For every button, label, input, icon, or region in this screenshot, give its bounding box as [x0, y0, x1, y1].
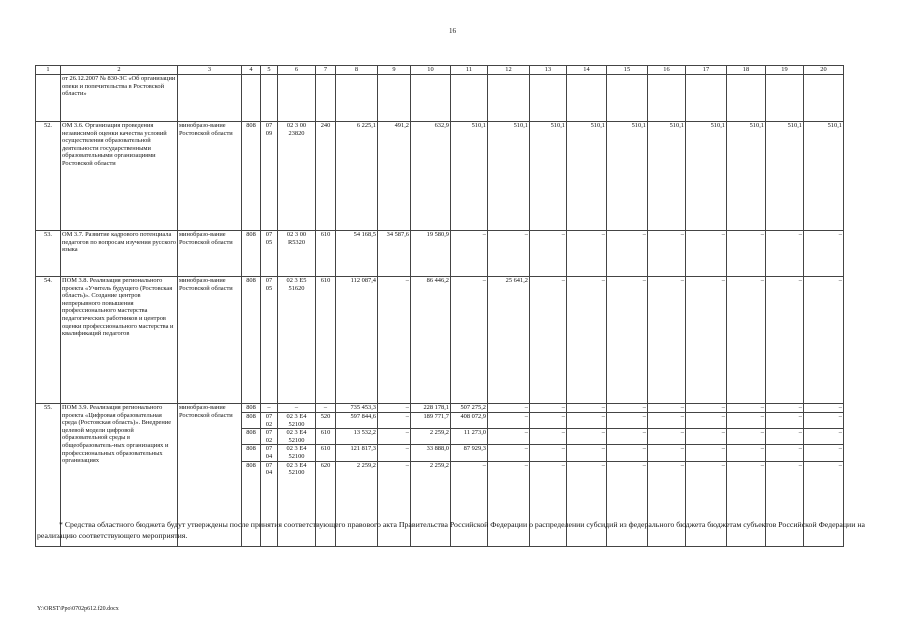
value-cell: –	[567, 445, 607, 461]
empty-cell	[686, 75, 727, 122]
row-number-cell: 53.	[36, 231, 61, 277]
value-cell: –	[804, 413, 844, 429]
page-number: 16	[449, 27, 456, 35]
column-header: 8	[336, 66, 378, 75]
table-body	[36, 66, 844, 547]
value-cell: –	[648, 277, 686, 404]
value-cell: –	[567, 277, 607, 404]
value-cell: 491,2	[378, 122, 411, 231]
value-cell: 19 580,9	[411, 231, 451, 277]
value-cell: –	[607, 404, 648, 413]
value-cell: 510,1	[451, 122, 488, 231]
table-row	[36, 277, 844, 404]
value-cell: 808	[242, 122, 261, 231]
value-cell: 808	[242, 231, 261, 277]
value-cell: –	[378, 461, 411, 546]
footnote: * Средства областного бюджета будут утверждены после принятия соответствующего правового акта Правительства Российской Федерации о распределении субсидий из федерального бюджета бюджетам субъектов Российской Федерации на реализацию соответствующего мероприятия.	[37, 520, 865, 540]
value-cell: –	[378, 413, 411, 429]
value-cell: 02 3 E4 52100	[278, 461, 316, 546]
value-cell: 13 532,2	[336, 429, 378, 445]
value-cell: –	[686, 429, 727, 445]
value-cell: –	[766, 445, 804, 461]
value-cell: –	[727, 461, 766, 546]
value-cell: –	[686, 277, 727, 404]
value-cell: 632,9	[411, 122, 451, 231]
column-header: 10	[411, 66, 451, 75]
empty-cell	[316, 75, 336, 122]
empty-cell	[488, 75, 530, 122]
value-cell: –	[378, 277, 411, 404]
value-cell: 07 02	[261, 413, 278, 429]
value-cell: –	[488, 461, 530, 546]
value-cell: –	[804, 231, 844, 277]
empty-cell	[648, 75, 686, 122]
value-cell: 02 3 E4 52100	[278, 429, 316, 445]
activity-name-cell: от 26.12.2007 № 830-ЗС «Об организации опеки и попечительства в Ростовской области»	[61, 75, 178, 122]
value-cell: 510,1	[567, 122, 607, 231]
value-cell: –	[766, 461, 804, 546]
value-cell: –	[261, 404, 278, 413]
activity-name-cell: ПОМ 3.8. Реализация регионального проекта «Учитель будущего (Ростовская область)». Создание центров непрерывного повышения профессионального мастерства педагогических работников и центров оценки профессионального мастерства и квалификаций педагогов	[61, 277, 178, 404]
empty-cell	[804, 75, 844, 122]
value-cell: –	[648, 413, 686, 429]
budget-table	[35, 65, 844, 547]
value-cell: 510,1	[530, 122, 567, 231]
column-header: 20	[804, 66, 844, 75]
value-cell: –	[686, 404, 727, 413]
value-cell: 07 04	[261, 461, 278, 546]
value-cell: –	[607, 413, 648, 429]
value-cell: –	[451, 461, 488, 546]
value-cell: 07 04	[261, 445, 278, 461]
value-cell: –	[727, 231, 766, 277]
continuation-row	[36, 75, 844, 122]
value-cell: 408 072,9	[451, 413, 488, 429]
value-cell: 6 225,1	[336, 122, 378, 231]
table-row	[36, 122, 844, 231]
value-cell: –	[278, 404, 316, 413]
value-cell: –	[567, 429, 607, 445]
value-cell: –	[316, 404, 336, 413]
column-header: 4	[242, 66, 261, 75]
value-cell: 620	[316, 461, 336, 546]
value-cell: –	[686, 231, 727, 277]
value-cell: –	[766, 404, 804, 413]
empty-cell	[530, 75, 567, 122]
value-cell: 25 641,2	[488, 277, 530, 404]
activity-name-cell: ОМ 3.7. Развитие кадрового потенциала педагогов по вопросам изучения русского языка	[61, 231, 178, 277]
value-cell: 02 3 E4 52100	[278, 413, 316, 429]
executor-cell: минобразо-вание Ростовской области	[178, 277, 242, 404]
file-path: Y:\ORST\Ppo\0702p612.f20.docx	[37, 606, 119, 612]
value-cell: 189 771,7	[411, 413, 451, 429]
table-row	[36, 231, 844, 277]
value-cell: 808	[242, 461, 261, 546]
value-cell: –	[378, 445, 411, 461]
value-cell: 610	[316, 445, 336, 461]
value-cell: –	[488, 445, 530, 461]
value-cell: 520	[316, 413, 336, 429]
value-cell: 11 273,0	[451, 429, 488, 445]
value-cell: –	[727, 404, 766, 413]
value-cell: –	[530, 461, 567, 546]
empty-cell	[242, 75, 261, 122]
value-cell: 808	[242, 404, 261, 413]
value-cell: –	[727, 445, 766, 461]
column-header: 9	[378, 66, 411, 75]
value-cell: 02 3 00 23820	[278, 122, 316, 231]
value-cell: 07 09	[261, 122, 278, 231]
value-cell: –	[567, 231, 607, 277]
value-cell: –	[727, 429, 766, 445]
value-cell: 34 587,6	[378, 231, 411, 277]
value-cell: 597 844,6	[336, 413, 378, 429]
value-cell: –	[804, 404, 844, 413]
empty-cell	[378, 75, 411, 122]
value-cell: –	[648, 461, 686, 546]
value-cell: –	[530, 445, 567, 461]
value-cell: –	[607, 461, 648, 546]
value-cell: –	[804, 429, 844, 445]
value-cell: –	[727, 413, 766, 429]
value-cell: –	[378, 404, 411, 413]
value-cell: 808	[242, 277, 261, 404]
value-cell: 240	[316, 122, 336, 231]
value-cell: –	[766, 231, 804, 277]
value-cell: –	[766, 413, 804, 429]
executor-cell: минобразо-вание Ростовской области	[178, 122, 242, 231]
column-header: 11	[451, 66, 488, 75]
column-header: 2	[61, 66, 178, 75]
value-cell: 510,1	[727, 122, 766, 231]
column-header: 14	[567, 66, 607, 75]
value-cell: –	[488, 429, 530, 445]
value-cell: –	[530, 404, 567, 413]
column-header: 6	[278, 66, 316, 75]
executor-cell: минобразо-вание Ростовской области	[178, 231, 242, 277]
value-cell: –	[766, 429, 804, 445]
value-cell: 228 178,1	[411, 404, 451, 413]
row-number-cell: 54.	[36, 277, 61, 404]
value-cell: –	[567, 413, 607, 429]
value-cell: 02 3 00 R5320	[278, 231, 316, 277]
column-header: 1	[36, 66, 61, 75]
empty-cell	[261, 75, 278, 122]
value-cell: –	[648, 404, 686, 413]
row-number-cell	[36, 75, 61, 122]
value-cell: –	[378, 429, 411, 445]
value-cell: 33 888,0	[411, 445, 451, 461]
value-cell: 2 259,2	[411, 461, 451, 546]
value-cell: –	[451, 277, 488, 404]
column-header: 13	[530, 66, 567, 75]
value-cell: 07 05	[261, 231, 278, 277]
value-cell: –	[530, 231, 567, 277]
column-header: 18	[727, 66, 766, 75]
value-cell: –	[451, 231, 488, 277]
value-cell: 610	[316, 429, 336, 445]
value-cell: –	[530, 413, 567, 429]
row-number-cell: 55.	[36, 404, 61, 547]
value-cell: 510,1	[686, 122, 727, 231]
value-cell: 510,1	[648, 122, 686, 231]
value-cell: –	[567, 404, 607, 413]
value-cell: 808	[242, 429, 261, 445]
value-cell: –	[804, 461, 844, 546]
value-cell: 87 929,3	[451, 445, 488, 461]
value-cell: 07 05	[261, 277, 278, 404]
value-cell: 2 259,2	[411, 429, 451, 445]
empty-cell	[567, 75, 607, 122]
value-cell: –	[607, 277, 648, 404]
value-cell: –	[530, 277, 567, 404]
value-cell: –	[607, 445, 648, 461]
header-row	[36, 66, 844, 75]
table-row	[36, 404, 844, 413]
value-cell: –	[530, 429, 567, 445]
value-cell: 510,1	[607, 122, 648, 231]
value-cell: –	[567, 461, 607, 546]
column-header: 17	[686, 66, 727, 75]
value-cell: –	[488, 404, 530, 413]
value-cell: –	[727, 277, 766, 404]
column-header: 5	[261, 66, 278, 75]
value-cell: 54 168,5	[336, 231, 378, 277]
column-header: 19	[766, 66, 804, 75]
value-cell: 507 275,2	[451, 404, 488, 413]
empty-cell	[766, 75, 804, 122]
row-number-cell: 52.	[36, 122, 61, 231]
value-cell: –	[648, 231, 686, 277]
value-cell: –	[766, 277, 804, 404]
value-cell: –	[648, 445, 686, 461]
value-cell: 510,1	[488, 122, 530, 231]
value-cell: 808	[242, 445, 261, 461]
empty-cell	[278, 75, 316, 122]
empty-cell	[727, 75, 766, 122]
value-cell: –	[686, 461, 727, 546]
activity-name-cell: ПОМ 3.9. Реализация регионального проекта «Цифровая образовательная среда (Ростовская область)». Внедрение целевой модели цифровой образовательной среды в общеобразователь-ных организациях и профессиональных образовательных организациях	[61, 404, 178, 547]
column-header: 15	[607, 66, 648, 75]
value-cell: 510,1	[766, 122, 804, 231]
value-cell: 735 453,3	[336, 404, 378, 413]
empty-cell	[607, 75, 648, 122]
value-cell: 510,1	[804, 122, 844, 231]
value-cell: 07 02	[261, 429, 278, 445]
empty-cell	[451, 75, 488, 122]
value-cell: –	[488, 413, 530, 429]
value-cell: 02 3 E4 52100	[278, 445, 316, 461]
value-cell: 2 259,2	[336, 461, 378, 546]
value-cell: –	[607, 231, 648, 277]
value-cell: 610	[316, 231, 336, 277]
value-cell: 808	[242, 413, 261, 429]
value-cell: 02 3 E5 51620	[278, 277, 316, 404]
value-cell: –	[804, 445, 844, 461]
value-cell: 86 446,2	[411, 277, 451, 404]
value-cell: –	[686, 445, 727, 461]
value-cell: –	[488, 231, 530, 277]
value-cell: –	[607, 429, 648, 445]
value-cell: 112 087,4	[336, 277, 378, 404]
column-header: 16	[648, 66, 686, 75]
empty-cell	[411, 75, 451, 122]
value-cell: 121 817,3	[336, 445, 378, 461]
column-header: 7	[316, 66, 336, 75]
activity-name-cell: ОМ 3.6. Организация проведения независимой оценки качества условий осуществления образовательной деятельности государственными образовательными организациями Ростовской области	[61, 122, 178, 231]
value-cell: –	[804, 277, 844, 404]
value-cell: –	[648, 429, 686, 445]
value-cell: –	[686, 413, 727, 429]
value-cell: 610	[316, 277, 336, 404]
executor-cell: минобразо-вание Ростовской области	[178, 404, 242, 547]
column-header: 3	[178, 66, 242, 75]
empty-cell	[336, 75, 378, 122]
column-header: 12	[488, 66, 530, 75]
empty-cell	[178, 75, 242, 122]
